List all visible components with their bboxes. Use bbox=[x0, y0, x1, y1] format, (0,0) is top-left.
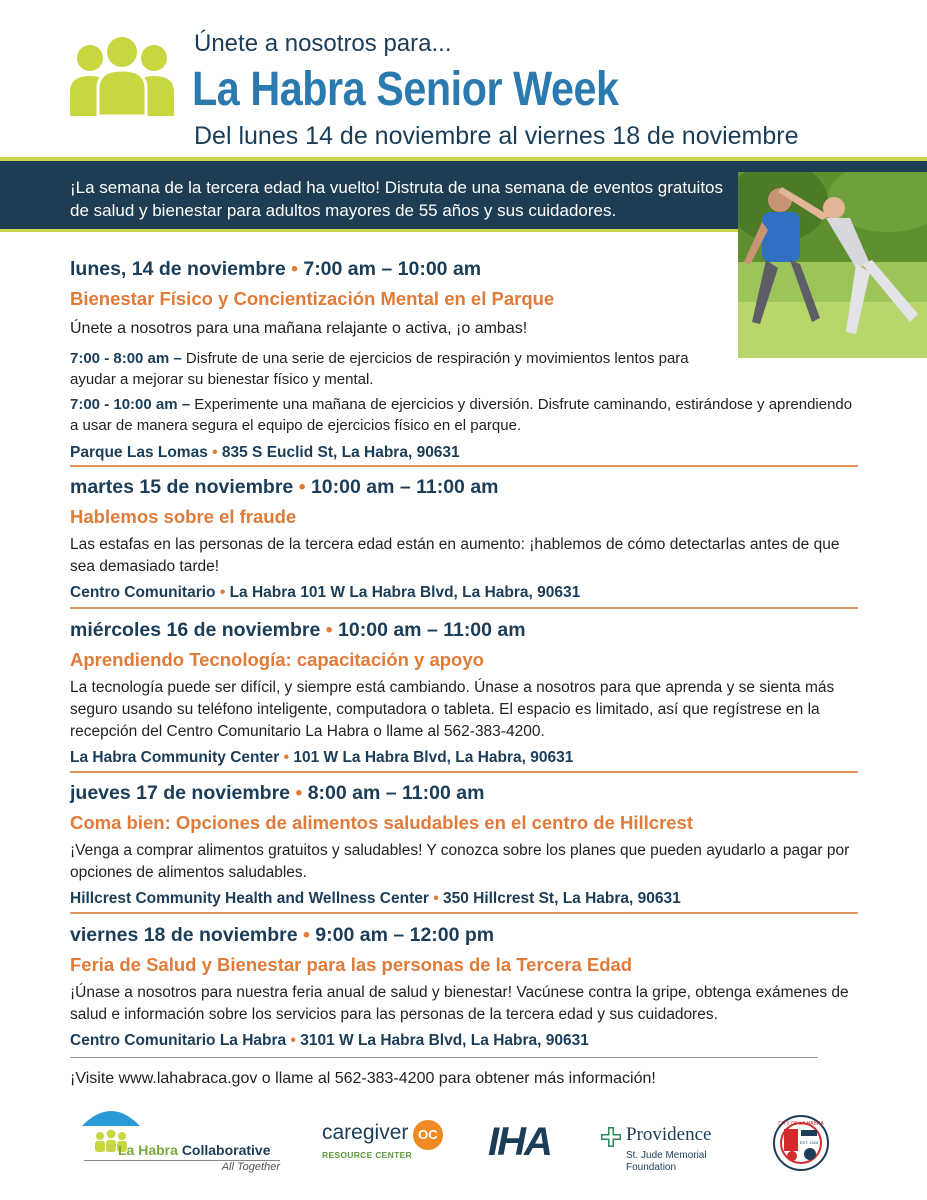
event-day: martes 15 de noviembre bbox=[70, 476, 294, 498]
event-day: lunes, 14 de noviembre bbox=[70, 258, 286, 280]
providence-sub2: Foundation bbox=[626, 1162, 677, 1173]
oc-badge: OC bbox=[413, 1120, 443, 1150]
event-location bbox=[70, 890, 860, 908]
venue-name: Centro Comunitario La Habra bbox=[70, 1032, 287, 1049]
event-description: Las estafas en las personas de la tercera edad están en aumento: ¡hablemos de cómo detectarlas antes de que sea demasiado tarde! bbox=[70, 536, 840, 575]
event-time: 10:00 am – 11:00 am bbox=[338, 619, 526, 641]
bullet-dot: • bbox=[291, 258, 298, 280]
iha-logo bbox=[488, 1120, 551, 1165]
event-heading bbox=[70, 258, 860, 281]
event-wednesday bbox=[70, 619, 860, 767]
event-day: jueves 17 de noviembre bbox=[70, 782, 291, 804]
event-intro: Únete a nosotros para una mañana relajante o activa, ¡o ambas! bbox=[70, 320, 528, 337]
event-time: 8:00 am – 11:00 am bbox=[307, 782, 485, 804]
lhc-tagline: All Together bbox=[221, 1161, 280, 1173]
providence-text: Providence bbox=[626, 1124, 712, 1145]
event-heading bbox=[70, 476, 860, 499]
event-slot bbox=[70, 394, 860, 436]
venue-address: 3101 W La Habra Blvd, La Habra, 90631 bbox=[300, 1032, 589, 1049]
event-location bbox=[70, 584, 860, 602]
seal-est: EST. 1925 bbox=[799, 1140, 819, 1145]
caregiver-text: caregiver bbox=[322, 1121, 409, 1145]
seal-text: CITY OF LA HABRA bbox=[778, 1121, 824, 1127]
event-location bbox=[70, 1032, 860, 1050]
visit-website-text: ¡Visite www.lahabraca.gov o llame al 562-383-4200 para obtener más información! bbox=[70, 1070, 656, 1087]
lhc-name bbox=[118, 1142, 271, 1158]
event-heading bbox=[70, 782, 860, 805]
event-title: Hablemos sobre el fraude bbox=[70, 506, 297, 527]
venue-name: Parque Las Lomas bbox=[70, 444, 208, 461]
header bbox=[0, 0, 927, 160]
event-location bbox=[70, 444, 860, 462]
event-tuesday bbox=[70, 476, 860, 602]
lhc-name-b: Collaborative bbox=[181, 1142, 271, 1158]
event-heading bbox=[70, 619, 860, 642]
event-day: viernes 18 de noviembre bbox=[70, 924, 298, 946]
slot-text: Experimente una mañana de ejercicios y diversión. Disfrute caminando, estirándose y aprendiendo a usar de manera segura el equipo de ejercicios físico en el parque. bbox=[70, 396, 853, 434]
bullet-dot: • bbox=[298, 476, 306, 498]
event-day: miércoles 16 de noviembre bbox=[70, 619, 321, 641]
venue-name: La Habra Community Center bbox=[70, 749, 280, 766]
section-divider bbox=[70, 912, 858, 914]
event-monday bbox=[70, 258, 860, 462]
event-location bbox=[70, 749, 860, 767]
event-title: Feria de Salud y Bienestar para las personas de la Tercera Edad bbox=[70, 954, 633, 975]
lhc-name-a: La Habra bbox=[118, 1142, 178, 1158]
join-text: Únete a nosotros para... bbox=[194, 30, 452, 57]
venue-address: 835 S Euclid St, La Habra, 90631 bbox=[221, 444, 460, 461]
iha-text: IHA bbox=[488, 1120, 551, 1164]
event-time: 10:00 am – 11:00 am bbox=[310, 476, 499, 498]
bullet-dot: • bbox=[283, 749, 290, 766]
event-description: ¡Únase a nosotros para nuestra feria anual de salud y bienestar! Vacúnese contra la gripe, obtenga exámenes de salud e información sobre los servicios para las personas de la tercera edad y sus cuidadores. bbox=[70, 984, 849, 1023]
event-description: ¡Venga a comprar alimentos gratuitos y saludables! Y conozca sobre los planes que pueden ayudarlo a pagar por opciones de alimentos saludables. bbox=[70, 842, 850, 881]
slot-time: 7:00 - 10:00 am – bbox=[70, 396, 191, 413]
bullet-dot: • bbox=[290, 1032, 296, 1049]
bullet-dot: • bbox=[325, 619, 333, 641]
page-title: La Habra Senior Week bbox=[192, 63, 619, 116]
people-group-icon bbox=[68, 36, 176, 116]
section-divider bbox=[70, 465, 858, 467]
city-of-la-habra-seal bbox=[772, 1114, 830, 1172]
providence-sub1: St. Jude Memorial bbox=[626, 1150, 707, 1161]
slot-time: 7:00 - 8:00 am – bbox=[70, 350, 182, 367]
bullet-dot: • bbox=[433, 890, 439, 907]
event-time: 7:00 am – 10:00 am bbox=[303, 258, 482, 280]
bullet-dot: • bbox=[295, 782, 303, 804]
event-dates: Del lunes 14 de noviembre al viernes 18 de noviembre bbox=[194, 122, 799, 150]
bullet-dot: • bbox=[303, 924, 310, 946]
venue-name: Hillcrest Community Health and Wellness Center bbox=[70, 890, 429, 907]
event-time: 9:00 am – 12:00 pm bbox=[315, 924, 495, 946]
event-slot bbox=[70, 348, 720, 390]
venue-address: 350 Hillcrest St, La Habra, 90631 bbox=[442, 890, 681, 907]
bullet-dot: • bbox=[219, 584, 226, 601]
venue-address: La Habra 101 W La Habra Blvd, La Habra, 90631 bbox=[229, 584, 581, 601]
event-title: Aprendiendo Tecnología: capacitación y apoyo bbox=[70, 649, 484, 670]
event-thursday bbox=[70, 782, 860, 908]
venue-name: Centro Comunitario bbox=[70, 584, 216, 601]
bullet-dot: • bbox=[212, 444, 218, 461]
event-title: Coma bien: Opciones de alimentos saludables en el centro de Hillcrest bbox=[70, 812, 694, 833]
event-friday bbox=[70, 924, 860, 1050]
section-divider bbox=[70, 771, 858, 773]
caregiver-sub: RESOURCE CENTER bbox=[322, 1150, 412, 1160]
event-heading bbox=[70, 924, 860, 947]
banner-text: ¡La semana de la tercera edad ha vuelto! Distruta de una semana de eventos gratuitos de salud y bienestar para adultos mayores de 55 años y sus cuidadores. bbox=[70, 178, 724, 220]
slot-text: Disfrute de una serie de ejercicios de respiración y movimientos lentos para ayudar a mejorar su bienestar físico y mental. bbox=[70, 350, 689, 388]
event-title: Bienestar Físico y Concientización Mental en el Parque bbox=[70, 288, 555, 309]
la-habra-collaborative-logo bbox=[72, 1106, 282, 1176]
caregiver-oc-logo bbox=[322, 1120, 472, 1180]
sponsor-logos bbox=[0, 1100, 927, 1200]
cross-icon bbox=[600, 1126, 622, 1148]
venue-address: 101 W La Habra Blvd, La Habra, 90631 bbox=[293, 749, 574, 766]
event-description: La tecnología puede ser difícil, y siempre está cambiando. Únase a nosotros para que aprenda y se sienta más seguro usando su teléfono inteligente, computadora o tableta. El espacio es limitado, así que regístrese en la recepción del Centro Comunitario La Habra o llame al 562-383-4200. bbox=[70, 679, 835, 740]
section-divider bbox=[70, 607, 858, 609]
footer-divider bbox=[70, 1057, 818, 1058]
